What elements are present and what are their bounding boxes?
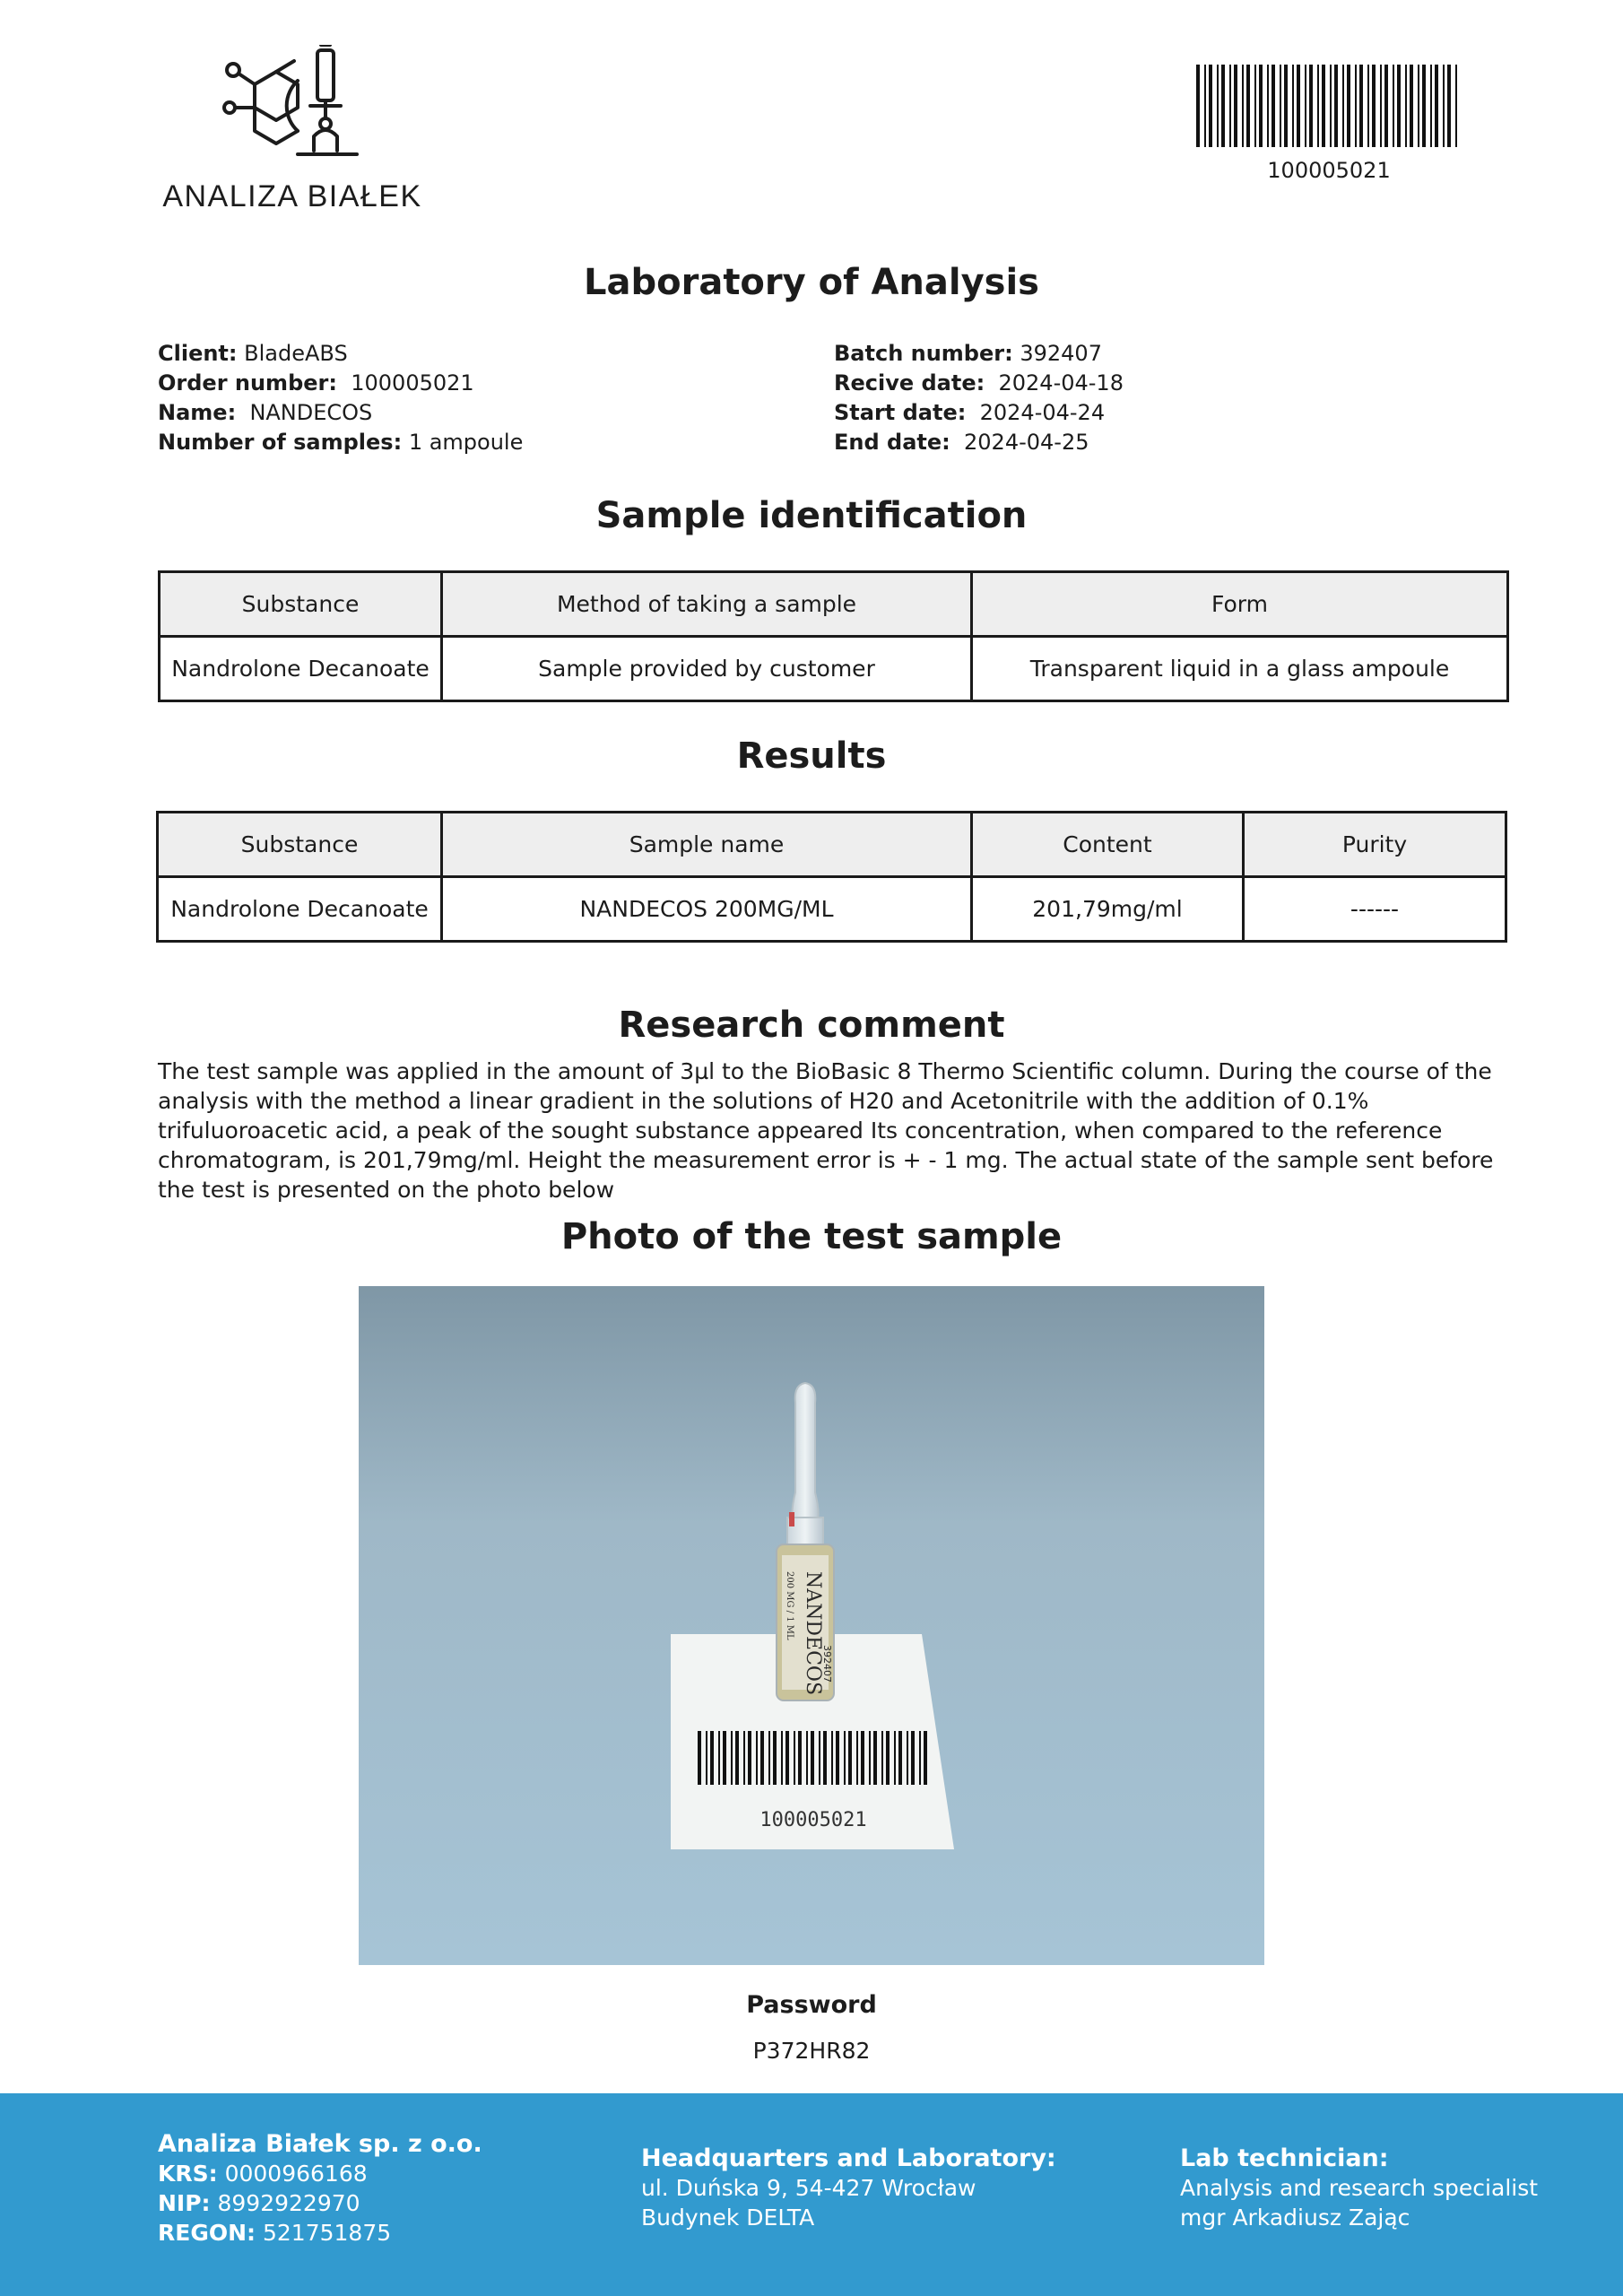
company-name: Analiza Białek sp. z o.o. bbox=[158, 2130, 482, 2158]
samples-row bbox=[158, 428, 523, 457]
results-table bbox=[156, 811, 1507, 943]
client-row bbox=[158, 339, 523, 369]
barcode-image bbox=[1196, 65, 1462, 147]
table-header-cell: Purity bbox=[1244, 813, 1506, 877]
client-value: BladeABS bbox=[244, 341, 348, 366]
samples-label: Number of samples: bbox=[158, 430, 403, 455]
regon-value: 521751875 bbox=[262, 2220, 392, 2246]
vial-label-text: NANDECOS bbox=[802, 1571, 824, 1696]
company-logo bbox=[160, 45, 425, 224]
info-left bbox=[158, 339, 523, 457]
receive-row bbox=[834, 369, 1124, 398]
krs-value: 0000966168 bbox=[224, 2161, 368, 2187]
table-header-cell: Content bbox=[972, 813, 1244, 877]
table-cell: Transparent liquid in a glass ampoule bbox=[972, 637, 1508, 701]
technician-name: mgr Arkadiusz Zając bbox=[1180, 2205, 1410, 2231]
table-header-cell: Substance bbox=[160, 572, 442, 637]
sample-photo bbox=[359, 1286, 1264, 1965]
nip-label: NIP: bbox=[158, 2190, 211, 2216]
krs-label: KRS: bbox=[158, 2161, 218, 2187]
research-comment-heading: Research comment bbox=[618, 1004, 1005, 1046]
table-row bbox=[160, 637, 1508, 701]
hq-title: Headquarters and Laboratory: bbox=[641, 2144, 1056, 2172]
nip-value: 8992922970 bbox=[217, 2190, 360, 2216]
technician-role: Analysis and research specialist bbox=[1180, 2175, 1539, 2201]
molecule-microscope-icon bbox=[221, 45, 364, 170]
technician-title: Lab technician: bbox=[1180, 2144, 1389, 2172]
table-cell: Nandrolone Decanoate bbox=[160, 637, 442, 701]
end-label: End date: bbox=[834, 430, 950, 455]
ampoule-photo-image bbox=[359, 1286, 1264, 1965]
start-value: 2024-04-24 bbox=[979, 400, 1106, 425]
info-right bbox=[834, 339, 1124, 457]
table-cell: Nandrolone Decanoate bbox=[158, 877, 442, 942]
table-cell: ------ bbox=[1244, 877, 1506, 942]
batch-label: Batch number: bbox=[834, 341, 1013, 366]
table-header-cell: Form bbox=[972, 572, 1508, 637]
client-label: Client: bbox=[158, 341, 238, 366]
table-cell: 201,79mg/ml bbox=[972, 877, 1244, 942]
table-row bbox=[158, 877, 1506, 942]
name-value: NANDECOS bbox=[249, 400, 373, 425]
table-header-cell: Substance bbox=[158, 813, 442, 877]
order-value: 100005021 bbox=[351, 370, 474, 396]
table-cell: NANDECOS 200MG/ML bbox=[442, 877, 972, 942]
sample-identification-heading: Sample identification bbox=[595, 495, 1028, 536]
receive-value: 2024-04-18 bbox=[998, 370, 1124, 396]
regon-row bbox=[158, 2218, 482, 2248]
table-header-cell: Sample name bbox=[442, 813, 972, 877]
hq-building: Budynek DELTA bbox=[641, 2205, 815, 2231]
samples-value: 1 ampoule bbox=[408, 430, 524, 455]
footer-technician-block bbox=[1180, 2144, 1538, 2232]
photo-barcode-number: 100005021 bbox=[759, 1809, 867, 1831]
footer-company-block bbox=[158, 2129, 482, 2248]
footer bbox=[0, 2093, 1623, 2296]
order-row bbox=[158, 369, 523, 398]
sample-identification-table bbox=[158, 570, 1509, 702]
password-label: Password bbox=[746, 1991, 877, 2019]
end-value: 2024-04-25 bbox=[964, 430, 1089, 455]
receive-label: Recive date: bbox=[834, 370, 985, 396]
start-label: Start date: bbox=[834, 400, 967, 425]
nip-row bbox=[158, 2188, 482, 2218]
photo-heading: Photo of the test sample bbox=[560, 1216, 1063, 1257]
results-heading: Results bbox=[736, 735, 887, 777]
name-row bbox=[158, 398, 523, 428]
order-label: Order number: bbox=[158, 370, 337, 396]
hq-address: ul. Duńska 9, 54-427 Wrocław bbox=[641, 2175, 976, 2201]
barcode-number: 100005021 bbox=[1267, 158, 1391, 183]
table-cell: Sample provided by customer bbox=[442, 637, 972, 701]
end-row bbox=[834, 428, 1124, 457]
name-label: Name: bbox=[158, 400, 237, 425]
table-header-cell: Method of taking a sample bbox=[442, 572, 972, 637]
vial-label-sub: 200 MG / 1 ML bbox=[785, 1571, 794, 1640]
krs-row bbox=[158, 2159, 482, 2188]
footer-hq-block bbox=[641, 2144, 1056, 2232]
table-header-row bbox=[160, 572, 1508, 637]
logo-text: ANALIZA BIAŁEK bbox=[162, 179, 422, 213]
start-row bbox=[834, 398, 1124, 428]
research-comment-text: The test sample was applied in the amount of 3µl to the BioBasic 8 Thermo Scientific column. During the course of the analysis with the method a linear gradient in the solutions of H20 and Acetonitrile with the addition of 0.1% trifuluoroacetic acid, a peak of the sought substance appeared Its concentration, when compared to the reference chromatogram, is 201,79mg/ml. Height the measurement error is + - 1 mg. The actual state of the sample sent before the test is presented on the photo below bbox=[158, 1058, 1494, 1203]
batch-value: 392407 bbox=[1020, 341, 1102, 366]
regon-label: REGON: bbox=[158, 2220, 256, 2246]
table-header-row bbox=[158, 813, 1506, 877]
page-title: Laboratory of Analysis bbox=[584, 262, 1039, 303]
vial-label-batch: 392407 bbox=[821, 1645, 833, 1683]
password-value: P372HR82 bbox=[752, 2038, 871, 2064]
batch-row bbox=[834, 339, 1124, 369]
